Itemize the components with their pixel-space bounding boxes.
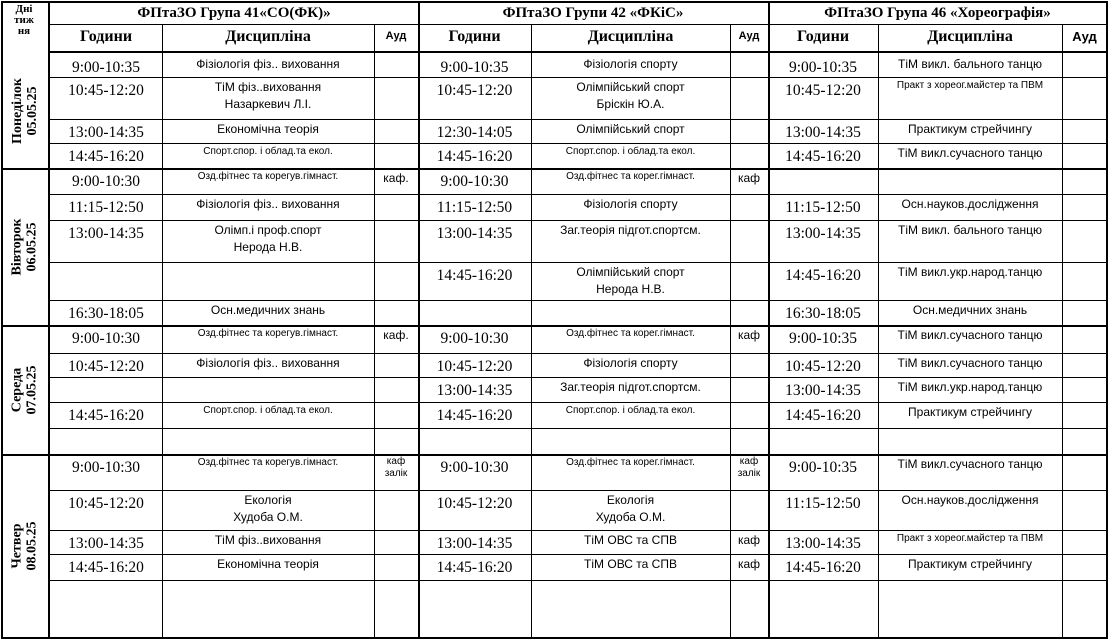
grid-line: [48, 24, 1107, 25]
aud-cell: [1062, 143, 1107, 168]
aud-cell: [374, 194, 418, 220]
time-cell: 13:00-14:35: [68, 124, 144, 141]
discipline-line: Практикум стрейчингу: [908, 405, 1032, 419]
discipline-line: Осн.медичних знань: [210, 303, 326, 317]
discipline-line: ТіМ фіз..виховання: [214, 80, 322, 94]
grid-line: [1062, 25, 1063, 637]
time-cell: 10:45-12:20: [785, 82, 861, 99]
time-cell: [50, 377, 162, 402]
time-cell: 14:45-16:20: [68, 148, 144, 165]
discipline-line: Осн.наукoв.дослідження: [901, 493, 1039, 507]
aud-line: каф: [737, 328, 761, 342]
day-label: [1, 168, 48, 325]
aud-cell: [374, 54, 418, 77]
aud-line: залік: [737, 468, 761, 479]
discipline-line: ТіМ викл.сучасного танцю: [897, 146, 1043, 160]
discipline-cell: [878, 377, 1062, 402]
day-name: Вівторок: [9, 218, 25, 275]
discipline-cell: [162, 119, 374, 143]
discipline-cell: [531, 377, 730, 402]
time-cell: [50, 580, 162, 637]
grid-line: [48, 143, 1107, 144]
discipline-cell: [531, 300, 730, 325]
aud-column-header: Ауд: [385, 30, 407, 42]
time-cell: 9:00-10:30: [71, 330, 141, 347]
aud-line: каф: [737, 533, 761, 547]
discipline-cell: [531, 530, 730, 554]
aud-cell: [374, 428, 418, 454]
discipline-line: Нерода Н.В.: [233, 240, 303, 254]
aud-line: каф: [739, 456, 759, 467]
discipline-cell: [878, 428, 1062, 454]
aud-cell: [374, 262, 418, 300]
discipline-line: Фізіологія спорту: [583, 57, 678, 71]
time-cell: 14:45-16:20: [436, 267, 513, 284]
discipline-cell: [162, 300, 374, 325]
time-cell: 14:45-16:20: [785, 407, 861, 424]
time-cell: 10:45-12:20: [436, 82, 513, 99]
time-cell: 13:00-14:35: [785, 124, 861, 141]
discipline-line: ТіМ фіз..виховання: [214, 533, 322, 547]
time-cell: 9:00-10:35: [788, 59, 858, 76]
time-cell: 9:00-10:35: [440, 59, 509, 76]
day-label: [1, 325, 48, 454]
time-cell: [768, 428, 878, 454]
time-cell: 16:30-18:05: [68, 305, 144, 322]
aud-cell: [374, 168, 418, 194]
aud-cell: [1062, 300, 1107, 325]
aud-cell: [730, 77, 768, 119]
discipline-column-header: Дисципліна: [587, 28, 674, 45]
grid-line: [48, 262, 1107, 263]
day-name: Середа: [9, 367, 25, 412]
discipline-line: Фізіологія фіз.. виховання: [196, 356, 340, 370]
grid-line: [48, 220, 1107, 221]
day-date: 07.05.25: [24, 365, 40, 414]
time-cell: 14:45-16:20: [785, 148, 861, 165]
aud-cell: [374, 377, 418, 402]
discipline-line: Олімпійський спорт: [576, 265, 685, 279]
aud-cell: [1062, 554, 1107, 580]
day-name: Четвер: [9, 523, 25, 568]
aud-cell: [1062, 490, 1107, 530]
discipline-line: Назаркевич Л.І.: [224, 97, 312, 111]
discipline-cell: [162, 377, 374, 402]
discipline-line: Спорт.спор. і облад.та екол.: [565, 405, 696, 416]
time-cell: 13:00-14:35: [68, 535, 144, 552]
grid-line: [531, 25, 532, 637]
aud-cell: [730, 119, 768, 143]
group-title: ФПтаЗО Групи 42 «ФКіС»: [502, 5, 684, 21]
discipline-cell: [878, 325, 1062, 353]
time-cell: 9:00-10:30: [71, 173, 141, 190]
time-cell: 9:00-10:35: [788, 330, 858, 347]
time-cell: 14:45-16:20: [785, 267, 861, 284]
time-cell: [768, 168, 878, 194]
discipline-cell: [162, 54, 374, 77]
aud-line: каф: [386, 456, 406, 467]
discipline-line: Практикум стрейчингу: [908, 122, 1032, 136]
grid-line: [418, 1, 420, 638]
aud-cell: [374, 143, 418, 168]
discipline-cell: [531, 262, 730, 300]
aud-line: каф: [737, 171, 761, 185]
time-cell: 16:30-18:05: [785, 305, 861, 322]
grid-line: [48, 1, 50, 638]
aud-cell: [730, 402, 768, 428]
discipline-cell: [531, 194, 730, 220]
aud-cell: [730, 325, 768, 353]
discipline-line: Нерода Н.В.: [596, 282, 665, 296]
discipline-line: Фізіологія спорту: [583, 197, 678, 211]
day-name: Понеділок: [9, 78, 25, 144]
time-cell: 14:45-16:20: [436, 148, 513, 165]
day-label-text: [10, 78, 40, 144]
discipline-line: Худоба О.М.: [595, 510, 666, 524]
discipline-cell: [162, 325, 374, 353]
time-cell: 10:45-12:20: [436, 358, 513, 375]
day-label: [1, 54, 48, 168]
aud-cell: [374, 353, 418, 377]
grid-line: [48, 580, 1107, 581]
aud-cell: [374, 580, 418, 637]
discipline-line: Озд.фітнес та кoрег.гімнаст.: [566, 328, 695, 339]
discipline-cell: [162, 168, 374, 194]
time-cell: 11:15-12:50: [785, 495, 861, 512]
discipline-cell: [162, 220, 374, 262]
discipline-line: Озд.фітнес та корегув.гімнаст.: [197, 328, 339, 339]
grid-line: [374, 25, 375, 637]
time-cell: [50, 262, 162, 300]
time-cell: 13:00-14:35: [785, 382, 861, 399]
discipline-cell: [878, 554, 1062, 580]
aud-line: каф.: [383, 328, 409, 342]
discipline-cell: [531, 402, 730, 428]
aud-cell: [1062, 454, 1107, 490]
aud-line: каф.: [383, 171, 409, 185]
discipline-line: Олімпійський спорт: [576, 122, 685, 136]
time-cell: 13:00-14:35: [436, 535, 513, 552]
discipline-cell: [878, 168, 1062, 194]
hours-column-header: Години: [448, 28, 501, 45]
time-cell: 14:45-16:20: [436, 407, 513, 424]
discipline-cell: [162, 554, 374, 580]
aud-cell: [1062, 377, 1107, 402]
time-cell: 10:45-12:20: [436, 495, 513, 512]
discipline-cell: [531, 454, 730, 490]
grid-line: [1, 325, 1108, 327]
grid-line: [1, 637, 1108, 639]
aud-cell: [374, 220, 418, 262]
time-cell: 9:00-10:30: [71, 459, 141, 476]
aud-cell: [1062, 530, 1107, 554]
time-cell: 9:00-10:30: [440, 173, 509, 190]
discipline-cell: [162, 530, 374, 554]
discipline-cell: [162, 194, 374, 220]
discipline-cell: [878, 143, 1062, 168]
grid-line: [1, 1, 3, 638]
day-label: [1, 454, 48, 637]
discipline-cell: [531, 168, 730, 194]
discipline-line: Практ з хореог.майстер та ПВМ: [896, 533, 1044, 544]
aud-cell: [1062, 54, 1107, 77]
grid-line: [48, 530, 1107, 531]
discipline-cell: [878, 77, 1062, 119]
aud-line: залік: [384, 468, 408, 479]
discipline-cell: [531, 325, 730, 353]
discipline-cell: [531, 54, 730, 77]
discipline-cell: [531, 580, 730, 637]
aud-cell: [730, 490, 768, 530]
group-title: ФПтаЗО Група 46 «Хореографія»: [824, 5, 1051, 21]
grid-line: [48, 554, 1107, 555]
discipline-cell: [162, 143, 374, 168]
aud-cell: [1062, 119, 1107, 143]
time-cell: 10:45-12:20: [68, 358, 144, 375]
discipline-line: Екологія: [606, 493, 655, 507]
time-cell: 12:30-14:05: [436, 124, 513, 141]
aud-cell: [374, 454, 418, 490]
aud-cell: [1062, 353, 1107, 377]
time-cell: 14:45-16:20: [68, 559, 144, 576]
discipline-cell: [162, 454, 374, 490]
time-cell: 13:00-14:35: [436, 382, 513, 399]
time-cell: 13:00-14:35: [436, 225, 513, 242]
discipline-cell: [531, 77, 730, 119]
discipline-line: ТіМ викл.укр.народ.танцю: [897, 265, 1043, 279]
discipline-line: Озд.фітнес та корегув.гімнаст.: [197, 457, 339, 468]
discipline-cell: [878, 454, 1062, 490]
aud-cell: [730, 168, 768, 194]
aud-column-header: Ауд: [1072, 29, 1097, 44]
aud-cell: [730, 377, 768, 402]
discipline-cell: [531, 353, 730, 377]
aud-line: каф: [737, 557, 761, 571]
discipline-cell: [531, 490, 730, 530]
grid-line: [48, 377, 1107, 378]
grid-line: [768, 1, 770, 638]
aud-cell: [730, 54, 768, 77]
grid-line: [48, 300, 1107, 301]
discipline-line: ТіМ викл.укр.народ.танцю: [897, 380, 1043, 394]
time-cell: 10:45-12:20: [785, 358, 861, 375]
aud-cell: [374, 300, 418, 325]
hours-column-header: Години: [79, 28, 133, 45]
day-date: 08.05.25: [24, 521, 40, 570]
discipline-cell: [878, 119, 1062, 143]
discipline-cell: [878, 220, 1062, 262]
hours-column-header: Години: [796, 28, 850, 45]
discipline-line: Фізіологія спорту: [583, 356, 678, 370]
aud-cell: [374, 490, 418, 530]
discipline-line: Спорт.спор. і облад.та екол.: [203, 405, 333, 416]
day-label-text: [10, 218, 40, 275]
aud-cell: [730, 143, 768, 168]
day-label-text: [10, 365, 40, 414]
grid-line: [48, 490, 1107, 491]
discipline-cell: [531, 119, 730, 143]
aud-cell: [1062, 220, 1107, 262]
time-cell: [418, 580, 531, 637]
discipline-line: ТіМ ОВС та СПВ: [584, 533, 677, 547]
time-cell: 9:00-10:35: [788, 459, 858, 476]
discipline-line: Спорт.спор. і облад.та екол.: [203, 146, 333, 157]
time-cell: 13:00-14:35: [68, 225, 144, 242]
grid-line: [878, 25, 879, 637]
discipline-line: Екологія: [244, 493, 292, 507]
discipline-line: ТіМ викл.сучасного танцю: [897, 356, 1043, 370]
discipline-line: Озд.фітнес та кoрег.гімнаст.: [566, 171, 695, 182]
aud-cell: [730, 428, 768, 454]
grid-line: [48, 51, 1107, 53]
time-cell: [418, 428, 531, 454]
discipline-line: Фізіологія фіз.. виховання: [196, 197, 340, 211]
discipline-line: Практ з хореог.майстер та ПВМ: [896, 80, 1044, 91]
grid-line: [48, 402, 1107, 403]
discipline-line: Олімпійський спорт: [576, 80, 685, 94]
time-cell: 13:00-14:35: [785, 225, 861, 242]
time-cell: 14:45-16:20: [785, 559, 861, 576]
time-cell: [768, 580, 878, 637]
time-cell: 10:45-12:20: [68, 495, 144, 512]
time-cell: 13:00-14:35: [785, 535, 861, 552]
discipline-cell: [878, 300, 1062, 325]
aud-cell: [1062, 402, 1107, 428]
discipline-line: Осн.медичних знань: [912, 303, 1028, 317]
discipline-line: Заг.теорія підгот.спортсм.: [560, 223, 701, 237]
time-cell: 14:45-16:20: [436, 559, 513, 576]
time-cell: 9:00-10:30: [440, 330, 509, 347]
aud-cell: [1062, 262, 1107, 300]
aud-cell: [374, 530, 418, 554]
aud-cell: [1062, 325, 1107, 353]
aud-cell: [374, 77, 418, 119]
discipline-line: ТіМ викл. бального танцю: [898, 223, 1042, 237]
grid-line: [162, 25, 163, 637]
discipline-cell: [162, 77, 374, 119]
discipline-line: Практикум стрейчингу: [908, 557, 1032, 571]
discipline-cell: [531, 143, 730, 168]
discipline-cell: [878, 262, 1062, 300]
discipline-cell: [878, 580, 1062, 637]
group-title: ФПтаЗО Група 41«СО(ФК)»: [137, 5, 331, 21]
discipline-cell: [878, 54, 1062, 77]
discipline-line: ТіМ ОВС та СПВ: [584, 557, 677, 571]
time-cell: [50, 428, 162, 454]
discipline-column-header: Дисципліна: [927, 28, 1013, 45]
grid-line: [48, 119, 1107, 120]
discipline-line: Озд.фітнес та кoрег.гімнаст.: [566, 457, 695, 468]
discipline-line: Фізіологія фіз.. виховання: [196, 57, 340, 71]
discipline-cell: [878, 402, 1062, 428]
time-cell: 9:00-10:35: [71, 59, 141, 76]
discipline-line: Заг.теорія підгот.спортсм.: [560, 380, 701, 394]
discipline-column-header: Дисципліна: [225, 28, 311, 45]
time-cell: 14:45-16:20: [68, 407, 144, 424]
discipline-line: ТіМ викл. бального танцю: [898, 57, 1042, 71]
aud-cell: [730, 580, 768, 637]
grid-line: [48, 353, 1107, 354]
discipline-cell: [878, 490, 1062, 530]
aud-cell: [730, 262, 768, 300]
aud-cell: [374, 402, 418, 428]
discipline-cell: [531, 220, 730, 262]
grid-line: [730, 25, 731, 637]
discipline-cell: [162, 262, 374, 300]
aud-cell: [1062, 194, 1107, 220]
discipline-line: ТіМ викл.сучасного танцю: [897, 328, 1043, 342]
aud-cell: [730, 194, 768, 220]
time-cell: 9:00-10:30: [440, 459, 509, 476]
discipline-line: Худоба О.М.: [233, 510, 303, 524]
aud-cell: [374, 554, 418, 580]
day-label-text: [10, 521, 40, 570]
time-cell: 11:15-12:50: [68, 199, 144, 216]
discipline-line: Озд.фітнес та корегув.гімнаст.: [197, 171, 339, 182]
discipline-line: ТіМ викл.сучасного танцю: [897, 457, 1043, 471]
day-date: 05.05.25: [24, 86, 40, 136]
aud-cell: [374, 325, 418, 353]
aud-cell: [730, 530, 768, 554]
discipline-line: Олімп.і проф.спорт: [214, 223, 322, 237]
time-cell: 11:15-12:50: [436, 199, 513, 216]
discipline-cell: [878, 530, 1062, 554]
aud-cell: [1062, 580, 1107, 637]
grid-line: [48, 77, 1107, 78]
discipline-line: Спорт.спор. і облад.та екол.: [565, 146, 696, 157]
aud-cell: [730, 554, 768, 580]
day-date: 06.05.25: [24, 222, 40, 272]
grid-line: [48, 428, 1107, 429]
discipline-cell: [162, 402, 374, 428]
aud-cell: [730, 220, 768, 262]
aud-cell: [730, 353, 768, 377]
aud-cell: [730, 300, 768, 325]
grid-line: [48, 194, 1107, 195]
discipline-cell: [162, 580, 374, 637]
aud-cell: [1062, 168, 1107, 194]
time-cell: 11:15-12:50: [785, 199, 861, 216]
discipline-cell: [162, 353, 374, 377]
discipline-cell: [162, 490, 374, 530]
aud-cell: [374, 119, 418, 143]
aud-cell: [730, 454, 768, 490]
grid-line: [1, 168, 1108, 170]
day-column-header: Дні тиж ня: [14, 3, 34, 37]
time-cell: [418, 300, 531, 325]
discipline-cell: [531, 554, 730, 580]
discipline-cell: [531, 428, 730, 454]
discipline-line: Бріскін Ю.А.: [596, 97, 665, 111]
aud-cell: [1062, 428, 1107, 454]
grid-line: [1, 454, 1108, 456]
aud-cell: [1062, 77, 1107, 119]
time-cell: 10:45-12:20: [68, 82, 144, 99]
discipline-line: Економічна теорія: [217, 122, 319, 136]
discipline-line: Економічна теорія: [217, 557, 319, 571]
discipline-line: Осн.наукoв.дослідження: [901, 197, 1039, 211]
grid-line: [1, 1, 1108, 3]
discipline-cell: [878, 194, 1062, 220]
discipline-cell: [878, 353, 1062, 377]
discipline-cell: [162, 428, 374, 454]
aud-column-header: Ауд: [738, 30, 760, 42]
